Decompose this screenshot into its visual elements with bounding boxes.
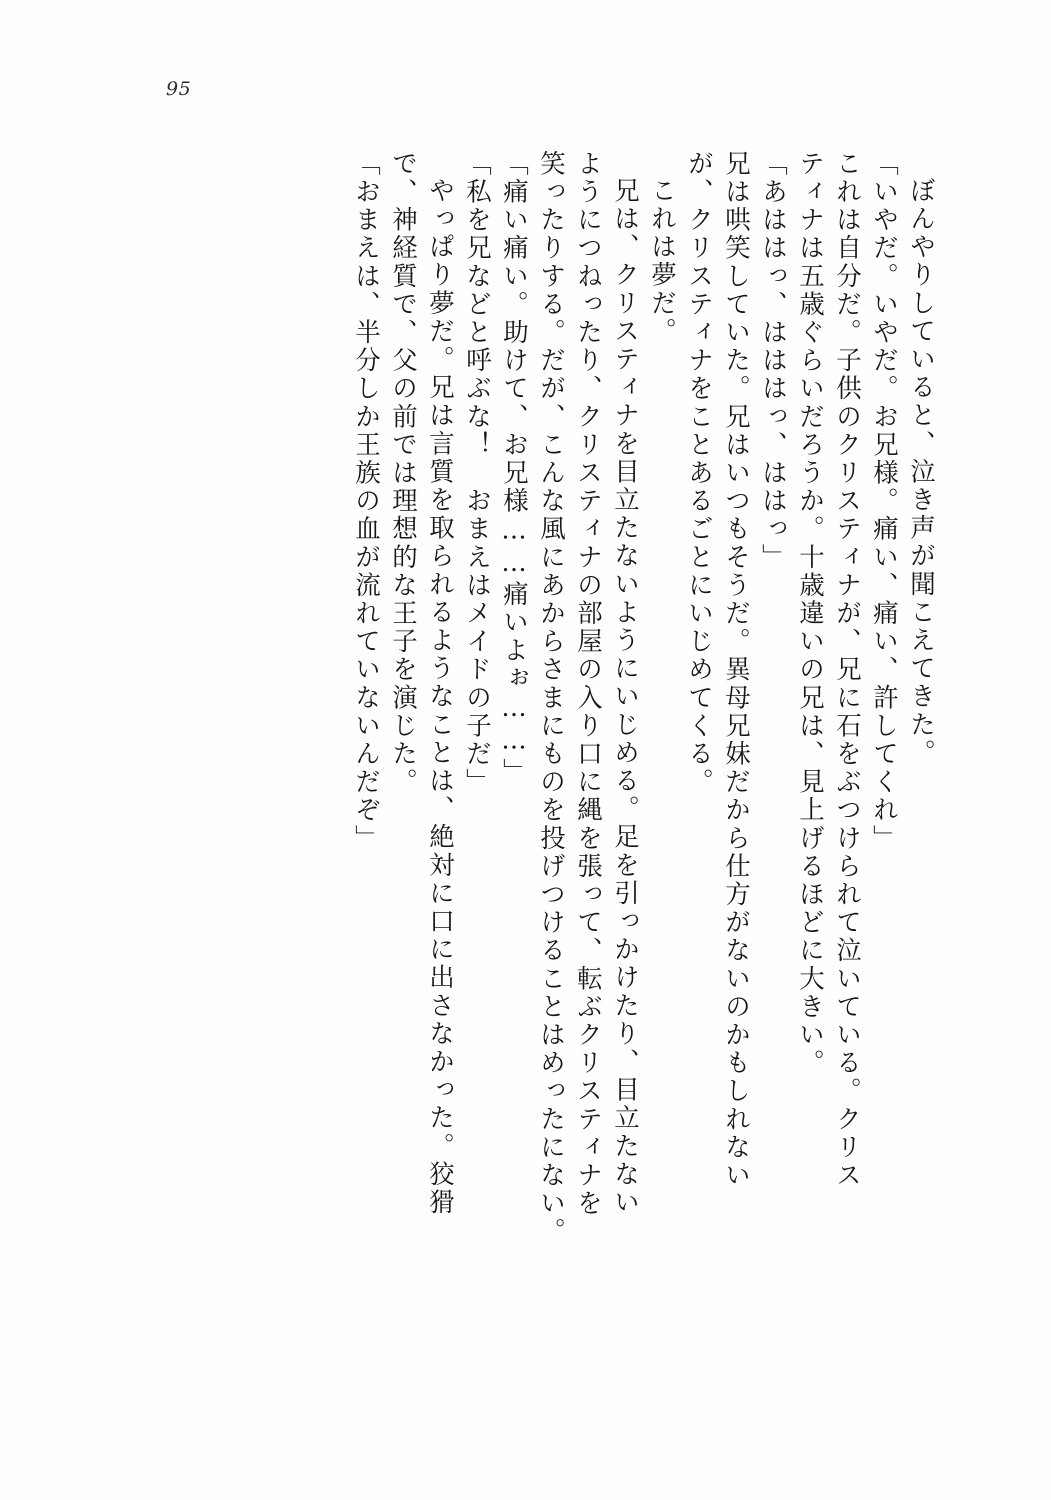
text-line: これは夢だ。 — [647, 177, 677, 346]
text-line: やっぱり夢だ。兄は言質を取られるようなことは、絶対に口に出さなかった。狡猾 — [425, 177, 455, 1217]
page-number: 95 — [166, 78, 192, 100]
text-line: で、神経質で、父の前では理想的な王子を演じた。 — [388, 150, 418, 797]
text-line: 「いやだ。いやだ。お兄様。痛い、痛い、許してくれ」 — [869, 150, 899, 853]
text-line: 兄は、クリスティナを目立たないようにいじめる。足を引っかけたり、目立たない — [610, 177, 640, 1217]
text-line: ぼんやりしていると、泣き声が聞こえてきた。 — [906, 177, 936, 768]
text-line: これは自分だ。子供のクリスティナが、兄に石をぶつけられて泣いている。クリス — [832, 150, 862, 1190]
text-line: 兄は哄笑していた。兄はいつもそうだ。異母兄妹だから仕方がないのかもしれない — [721, 150, 751, 1190]
text-line: が、クリスティナをことあるごとにいじめてくる。 — [684, 150, 714, 797]
text-line: 「痛い痛い。助けて、お兄様……痛いよぉ……」 — [499, 150, 529, 787]
text-line: 笑ったりする。だが、こんな風にあからさまにものを投げつけることはめったにない。 — [536, 150, 566, 1246]
text-line: 「おまえは、半分しか王族の血が流れていないんだぞ」 — [351, 150, 381, 853]
text-line: ようにつねったり、クリスティナの部屋の入り口に縄を張って、転ぶクリスティナを — [573, 150, 603, 1218]
text-line: ティナは五歳ぐらいだろうか。十歳違いの兄は、見上げるほどに大きい。 — [795, 150, 825, 1078]
vertical-text-block — [341, 150, 936, 1360]
text-line: 「あははっ、はははっ、ははっ」 — [758, 150, 788, 572]
text-line: 「私を兄などと呼ぶな！ おまえはメイドの子だ」 — [462, 150, 492, 797]
